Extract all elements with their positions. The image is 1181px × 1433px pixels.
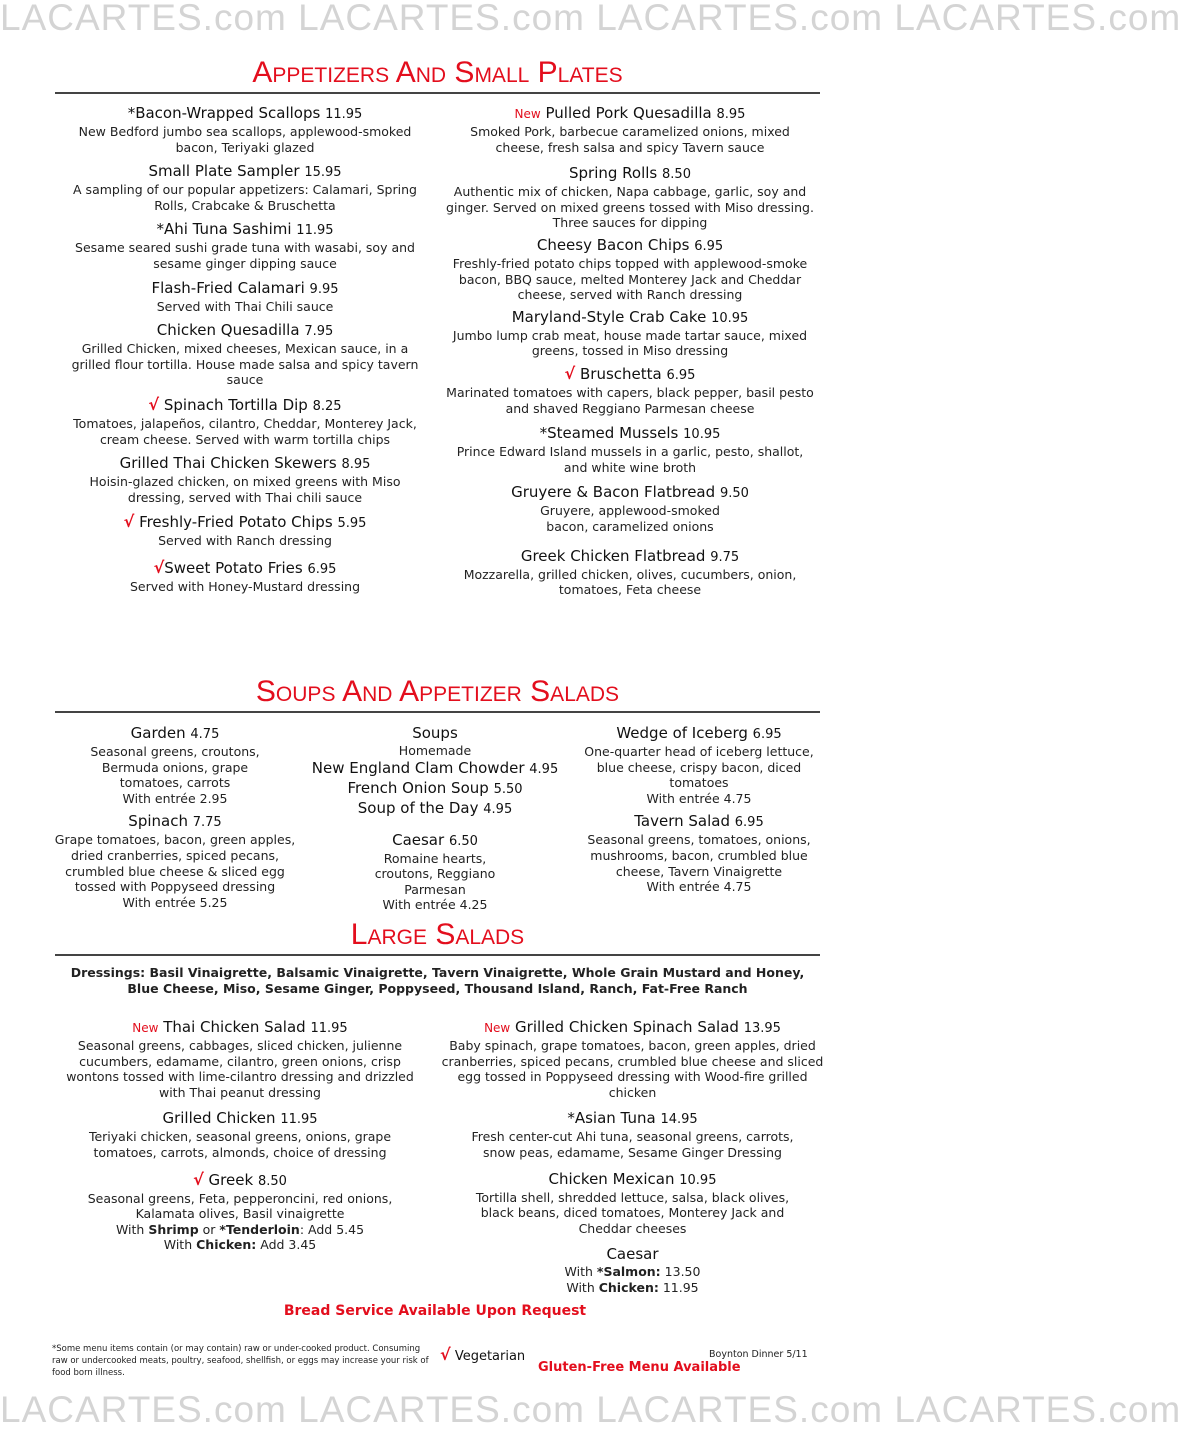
- item-description: Smoked Pork, barbecue caramelized onions, mixed cheese, fresh salsa and spicy Tavern sauce: [470, 124, 790, 155]
- item-price: 8.50: [662, 167, 691, 183]
- item-price: 9.50: [719, 486, 749, 502]
- item-description: Seasonal greens, cabbages, sliced chicken, julienne cucumbers, edamame, cilantro, green onions, crisp wontons tossed with lime-cilantro dressing and drizzled with Thai peanut dressing: [66, 1038, 414, 1100]
- menu-item: [55, 321, 435, 388]
- greek-addons-chicken: With Chicken: Add 3.45: [163, 1237, 317, 1253]
- item-price: 11.95: [280, 1112, 318, 1128]
- item-description: Baby spinach, grape tomatoes, bacon, green apples, dried cranberries, spiced pecans, crumbled blue cheese and sliced egg tossed in Poppyseed dressing with Wood-fire grilled chicken: [441, 1038, 824, 1100]
- item-description: A sampling of our popular appetizers: Calamari, Spring Rolls, Crabcake & Bruschetta: [73, 182, 417, 213]
- item-description: Seasonal greens, croutons, Bermuda onions, grape tomatoes, carrots: [90, 744, 260, 791]
- item-price: 9.95: [309, 281, 339, 297]
- vegetarian-check-icon: √: [564, 363, 576, 383]
- vegetarian-legend: [440, 1345, 525, 1364]
- item-description: Seasonal greens, tomatoes, onions, mushrooms, bacon, crumbled blue cheese, Tavern Vinaigrette: [587, 832, 811, 879]
- item-description: New Bedford jumbo sea scallops, applewood-smoked bacon, Teriyaki glazed: [78, 124, 412, 155]
- appetizers-right-column: [440, 104, 820, 598]
- caesar-chicken-option: With Chicken: 11.95: [566, 1279, 699, 1295]
- item-name: Spinach Tortilla Dip: [163, 395, 308, 414]
- menu-item: [578, 724, 820, 806]
- menu-item: [440, 424, 820, 475]
- item-description: Sesame seared sushi grade tuna with wasabi, soy and sesame ginger dipping sauce: [75, 240, 415, 271]
- menu-item: [440, 547, 820, 598]
- new-badge: New: [484, 1021, 511, 1035]
- item-description: Tortilla shell, shredded lettuce, salsa, black olives, black beans, diced tomatoes, Monterey Jack and Cheddar cheeses: [475, 1189, 790, 1236]
- menu-item: [55, 162, 435, 213]
- gluten-free-note: Gluten-Free Menu Available: [538, 1360, 741, 1375]
- watermark-top: LACARTES.com LACARTES.com LACARTES.com LACARTES.com: [0, 0, 1181, 38]
- item-name: Pulled Pork Quesadilla: [545, 104, 712, 122]
- item-description: Mozzarella, grilled chicken, olives, cucumbers, onion, tomatoes, Feta cheese: [463, 566, 797, 598]
- vegetarian-check-icon: √: [123, 512, 135, 532]
- item-name: Cheesy Bacon Chips: [536, 235, 690, 254]
- dressings-list: Dressings: Basil Vinaigrette, Balsamic Vinaigrette, Tavern Vinaigrette, Whole Grain Mustard and Honey, Blue Cheese, Miso, Sesame Ginger, Poppyseed, Thousand Island, Ranch, Fat-Free Ranch: [70, 965, 805, 996]
- large-salads-title: Large Salads: [55, 920, 820, 956]
- menu-item: [300, 779, 570, 799]
- caesar-salmon-option: With *Salmon: 13.50: [564, 1264, 701, 1280]
- item-description: Hoisin-glazed chicken, on mixed greens with Miso dressing, served with Thai chili sauce: [89, 474, 401, 505]
- menu-item: [300, 831, 570, 913]
- item-price: 5.50: [493, 781, 523, 797]
- item-description: Romaine hearts, croutons, Reggiano Parmesan: [374, 850, 496, 897]
- menu-item: [578, 812, 820, 894]
- item-price: 11.95: [310, 1021, 348, 1036]
- item-name: Thai Chicken Salad: [163, 1018, 306, 1036]
- item-entree-price: With entrée 2.95: [122, 790, 228, 806]
- item-description: Grape tomatoes, bacon, green apples, dried cranberries, spiced pecans, crumbled blue cheese & sliced egg tossed with Poppyseed dressing: [54, 832, 296, 895]
- soups-title: Soups And Appetizer Salads: [55, 677, 820, 713]
- menu-item: [300, 759, 570, 779]
- item-price: 6.95: [307, 561, 337, 577]
- new-badge: New: [514, 107, 541, 121]
- item-description: Authentic mix of chicken, Napa cabbage, garlic, soy and ginger. Served on mixed greens tossed with Miso dressing. Three sauces for dipping: [446, 184, 814, 231]
- item-name: Chicken Quesadilla: [156, 321, 300, 340]
- item-name: Chicken Mexican: [548, 1169, 675, 1188]
- item-name: Bruschetta: [580, 364, 662, 383]
- item-name: Gruyere & Bacon Flatbread: [511, 483, 716, 502]
- item-name: New England Clam Chowder: [311, 758, 525, 777]
- bread-service-note: Bread Service Available Upon Request: [283, 1303, 587, 1319]
- item-description: Homemade: [398, 743, 472, 758]
- menu-item: [440, 483, 820, 534]
- item-description: Marinated tomatoes with capers, black pepper, basil pesto and shaved Reggiano Parmesan cheese: [446, 384, 814, 416]
- item-name: Soups: [412, 724, 458, 742]
- menu-item: [50, 1109, 430, 1160]
- item-price: 11.95: [296, 223, 334, 239]
- item-description: Jumbo lump crab meat, house made tartar sauce, mixed greens, tossed in Miso dressing: [452, 327, 808, 359]
- item-name: Soup of the Day: [357, 798, 479, 817]
- menu-item: [300, 799, 570, 819]
- item-price: 8.95: [341, 457, 371, 473]
- menu-item: [55, 512, 435, 549]
- soups-left-column: [45, 724, 305, 910]
- item-price: 9.75: [710, 549, 740, 565]
- item-description: Served with Thai Chili sauce: [156, 298, 334, 314]
- large-salads-left-column: [50, 1018, 430, 1253]
- item-price: 6.95: [734, 815, 764, 831]
- item-price: 4.95: [529, 761, 559, 777]
- item-description: Fresh center-cut Ahi tuna, seasonal greens, carrots, snow peas, edamame, Sesame Ginger Dressing: [471, 1129, 794, 1160]
- menu-item: [45, 724, 305, 806]
- item-price: 4.75: [190, 727, 220, 742]
- item-price: 15.95: [304, 165, 342, 181]
- menu-item: [55, 454, 435, 505]
- menu-item: [440, 1018, 825, 1100]
- item-price: 11.95: [325, 107, 363, 122]
- item-price: 14.95: [660, 1112, 698, 1128]
- item-description: One-quarter head of iceberg lettuce, blue cheese, crispy bacon, diced tomatoes: [584, 744, 814, 791]
- item-name: French Onion Soup: [347, 778, 489, 797]
- item-description: Seasonal greens, Feta, pepperoncini, red onions, Kalamata olives, Basil vinaigrette: [87, 1190, 393, 1222]
- watermark-bottom: LACARTES.com LACARTES.com LACARTES.com LACARTES.com: [0, 1389, 1181, 1430]
- item-name: Caesar: [392, 830, 445, 849]
- item-price: 4.95: [483, 801, 513, 817]
- item-name: Maryland-Style Crab Cake: [511, 307, 707, 326]
- item-name: Flash-Fried Calamari: [151, 278, 305, 297]
- item-name: Caesar: [606, 1245, 659, 1264]
- raw-food-disclaimer: *Some menu items contain (or may contain) raw or under-cooked product. Consuming raw or undercooked meats, poultry, seafood, shellfish, or eggs may increase your risk of food born illness.: [52, 1344, 429, 1378]
- menu-item: [300, 724, 570, 759]
- vegetarian-label: Vegetarian: [454, 1349, 526, 1364]
- item-description: Gruyere, applewood-smoked bacon, caramelized onions: [540, 503, 720, 534]
- item-price: 6.95: [752, 727, 782, 742]
- item-description: Tomatoes, jalapeños, cilantro, Cheddar, Monterey Jack, cream cheese. Served with warm tortilla chips: [73, 415, 417, 447]
- item-entree-price: With entrée 5.25: [122, 894, 228, 910]
- menu-item: [55, 279, 435, 315]
- item-price: 6.50: [448, 833, 478, 849]
- menu-item: [440, 104, 820, 155]
- item-description: Prince Edward Island mussels in a garlic, pesto, shallot, and white wine broth: [456, 444, 804, 475]
- item-name: *Asian Tuna: [567, 1109, 656, 1128]
- item-name: Grilled Thai Chicken Skewers: [119, 454, 337, 473]
- appetizers-title: Appetizers And Small Plates: [55, 58, 820, 94]
- soups-right-column: [578, 724, 820, 895]
- item-description: Freshly-fried potato chips topped with applewood-smoke bacon, BBQ sauce, melted Monterey Jack and Cheddar cheese, served with Ranch dressing: [452, 255, 808, 303]
- item-price: 6.95: [694, 238, 724, 254]
- item-name: Spinach: [128, 812, 188, 831]
- menu-item: [55, 395, 435, 447]
- item-price: 10.95: [711, 310, 749, 326]
- item-name: Sweet Potato Fries: [164, 558, 303, 577]
- item-description: Teriyaki chicken, seasonal greens, onions, grape tomatoes, carrots, almonds, choice of dressing: [88, 1129, 392, 1160]
- soups-middle-column: [300, 724, 570, 913]
- menu-item: [55, 220, 435, 271]
- item-price: 10.95: [679, 1172, 717, 1188]
- item-name: *Ahi Tuna Sashimi: [156, 220, 292, 239]
- item-name: Small Plate Sampler: [148, 162, 300, 181]
- item-price: 5.95: [337, 516, 367, 532]
- item-name: Greek Chicken Flatbread: [520, 546, 706, 565]
- menu-item: [440, 164, 820, 231]
- item-name: Wedge of Iceberg: [616, 724, 748, 742]
- menu-item: [50, 1170, 430, 1253]
- item-name: Spring Rolls: [569, 164, 658, 183]
- vegetarian-check-icon: √: [153, 557, 165, 577]
- item-name: Freshly-Fried Potato Chips: [139, 513, 333, 532]
- item-name: Garden: [130, 724, 186, 742]
- greek-addons-protein: With Shrimp or *Tenderloin: Add 5.45: [115, 1221, 365, 1237]
- vegetarian-check-icon: √: [193, 1169, 204, 1189]
- item-price: 6.95: [666, 367, 696, 383]
- item-price: 13.95: [743, 1021, 781, 1036]
- item-entree-price: With entrée 4.75: [646, 790, 752, 806]
- item-name: Tavern Salad: [634, 812, 730, 831]
- item-price: 10.95: [683, 427, 721, 443]
- item-description: Grilled Chicken, mixed cheeses, Mexican sauce, in a grilled flour tortilla. House made salsa and spicy tavern sauce: [71, 341, 419, 388]
- appetizers-left-column: [55, 104, 435, 595]
- item-price: 8.95: [716, 107, 746, 122]
- menu-item: [440, 1245, 825, 1295]
- menu-item: [50, 1018, 430, 1100]
- vegetarian-check-icon: √: [440, 1345, 451, 1364]
- menu-item: [55, 104, 435, 155]
- item-name: *Steamed Mussels: [539, 424, 679, 443]
- menu-edition: Boynton Dinner 5/11: [709, 1349, 808, 1360]
- new-badge: New: [132, 1021, 159, 1035]
- menu-item: [440, 308, 820, 359]
- item-name: Grilled Chicken: [162, 1109, 276, 1128]
- item-price: 8.50: [257, 1173, 287, 1189]
- menu-item: [440, 236, 820, 303]
- item-name: *Bacon-Wrapped Scallops: [127, 104, 321, 122]
- menu-item: [440, 1170, 825, 1237]
- item-name: Greek: [208, 1170, 254, 1189]
- item-price: 7.75: [192, 815, 222, 831]
- item-description: Served with Ranch dressing: [158, 533, 332, 549]
- menu-item: [440, 1109, 825, 1160]
- item-price: 8.25: [312, 398, 342, 414]
- item-entree-price: With entrée 4.75: [646, 879, 752, 895]
- menu-item: [55, 558, 435, 595]
- menu-item: [45, 812, 305, 910]
- large-salads-right-column: [440, 1018, 825, 1296]
- item-price: 7.95: [304, 324, 334, 340]
- vegetarian-check-icon: √: [148, 394, 160, 414]
- item-entree-price: With entrée 4.25: [382, 897, 488, 913]
- item-name: Grilled Chicken Spinach Salad: [515, 1018, 739, 1036]
- item-description: Served with Honey-Mustard dressing: [129, 578, 361, 594]
- menu-item: [440, 364, 820, 416]
